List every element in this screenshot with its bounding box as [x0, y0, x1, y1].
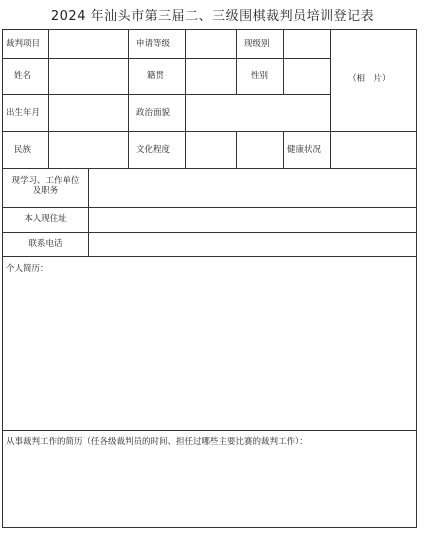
label-birth-date: 出生年月	[6, 108, 41, 118]
row-divider	[2, 256, 417, 257]
field-resume[interactable]	[3, 276, 416, 430]
field-political-status[interactable]	[186, 95, 330, 131]
field-photo[interactable]	[331, 30, 416, 131]
label-name: 姓名	[14, 71, 32, 81]
field-apply-level[interactable]	[186, 30, 236, 58]
field-phone[interactable]	[89, 233, 416, 256]
label-address: 本人现住址	[24, 214, 67, 224]
col-divider	[236, 29, 237, 94]
label-ethnicity: 民族	[14, 145, 32, 155]
label-current-level: 现级别	[244, 39, 270, 49]
col-divider	[128, 29, 129, 168]
field-current-level[interactable]	[284, 30, 330, 58]
field-ethnicity[interactable]	[49, 132, 128, 168]
field-health[interactable]	[331, 132, 416, 168]
label-native-place: 籍贯	[147, 71, 165, 81]
photo-placeholder: （相 片）	[348, 74, 391, 84]
label-referee-item: 裁判项目	[6, 39, 41, 49]
field-education[interactable]	[186, 132, 236, 168]
col-divider	[283, 131, 284, 168]
label-education: 文化程度	[136, 145, 171, 155]
field-birth-date[interactable]	[49, 95, 128, 131]
field-gender[interactable]	[284, 59, 330, 94]
label-apply-level: 申请等级	[136, 39, 171, 49]
col-divider	[236, 131, 237, 168]
field-referee-item[interactable]	[49, 30, 128, 58]
label-political-status: 政治面貌	[136, 108, 171, 118]
field-study-work-unit[interactable]	[89, 169, 416, 207]
label-gender: 性别	[251, 71, 269, 81]
label-study-work-unit	[3, 176, 88, 196]
field-referee-experience[interactable]	[3, 449, 416, 527]
label-health: 健康状况	[287, 145, 322, 155]
field-native-place[interactable]	[186, 59, 236, 94]
field-address[interactable]	[89, 208, 416, 232]
field-name[interactable]	[49, 59, 128, 94]
label-study-work-unit-line2: 及职务	[32, 186, 59, 196]
label-phone: 联系电话	[28, 239, 63, 249]
page-title: 2024 年汕头市第三届二、三级围棋裁判员培训登记表	[50, 9, 375, 24]
label-referee-experience: 从事裁判工作的简历（任各级裁判员的时间、担任过哪些主要比赛的裁判工作）：	[6, 437, 308, 447]
label-study-work-unit-line1: 现学习、工作单位	[11, 176, 80, 186]
row-divider	[2, 430, 417, 431]
label-resume: 个人简历：	[6, 264, 49, 274]
